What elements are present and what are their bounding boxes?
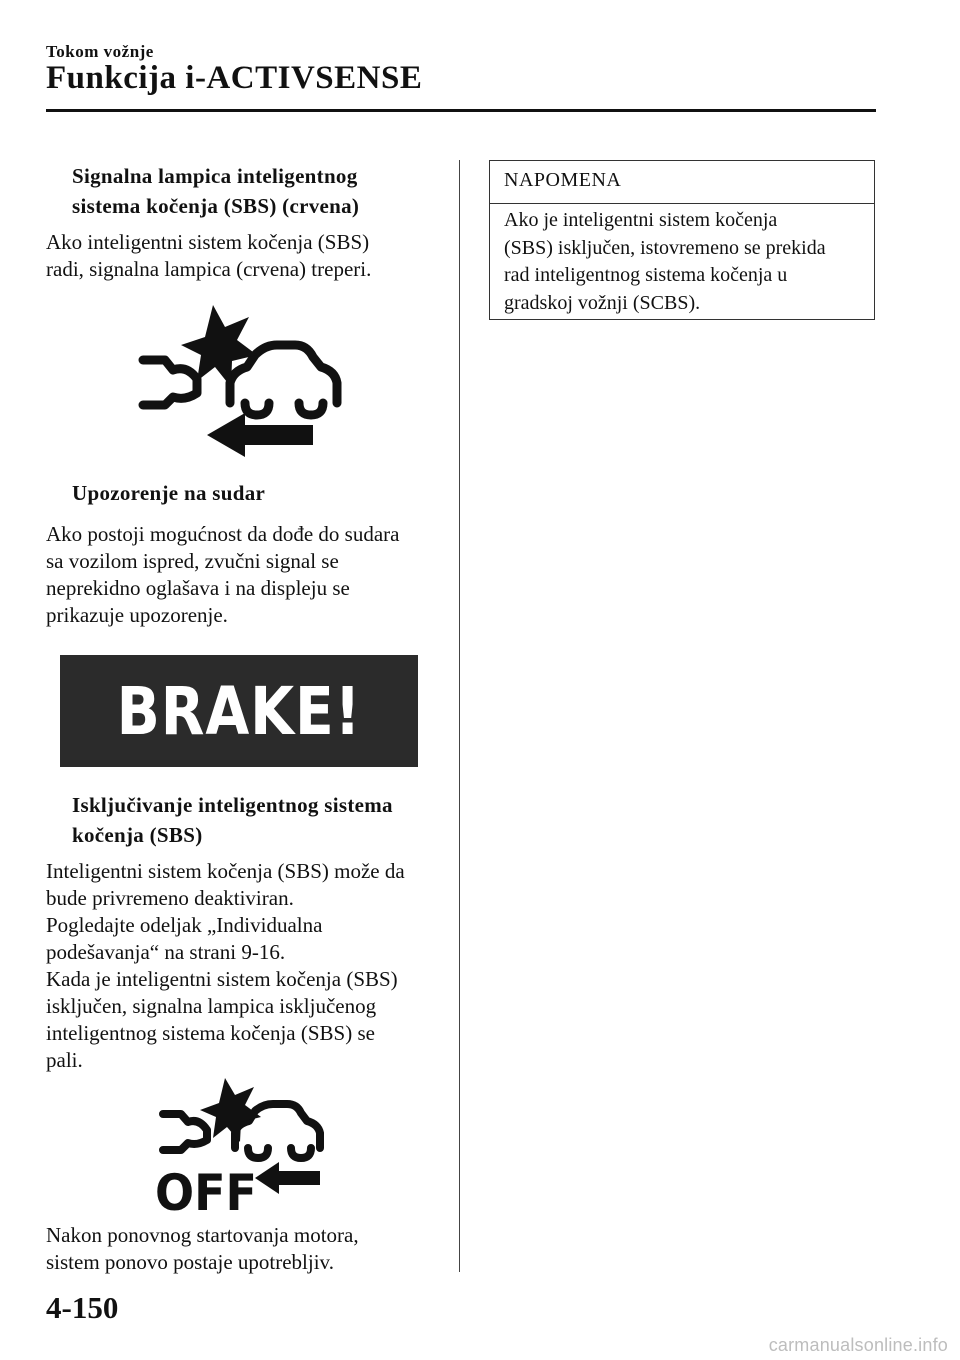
paragraph-sbs-lamp <box>46 229 446 283</box>
note-line: rad inteligentnog sistema kočenja u <box>504 264 788 286</box>
note-divider <box>490 203 874 204</box>
heading-collision: Upozorenje na sudar <box>72 481 266 505</box>
paragraph-line: sistem ponovo postaje upotrebljiv. <box>46 1250 334 1274</box>
paragraph-line: Pogledajte odeljak „Individualna <box>46 913 323 937</box>
heading-sbs-lamp-line: sistema kočenja (SBS) (crvena) <box>72 194 360 218</box>
paragraph-line: sa vozilom ispred, zvučni signal se <box>46 549 339 573</box>
heading-sbs-lamp-line: Signalna lampica inteligentnog <box>72 164 358 188</box>
paragraph-line: pali. <box>46 1048 83 1072</box>
paragraph-line: Inteligentni sistem kočenja (SBS) može da <box>46 859 405 883</box>
sbs-warning-icon <box>135 305 350 455</box>
paragraph-line: Ako postoji mogućnost da dođe do sudara <box>46 522 400 546</box>
header-rule <box>46 109 876 112</box>
brake-warning-display <box>60 655 418 767</box>
page-number: 4-150 <box>46 1290 119 1325</box>
chapter-label: Tokom vožnje <box>46 42 154 61</box>
note-line: Ako je inteligentni sistem kočenja <box>504 209 778 231</box>
paragraph-disable-sbs <box>46 858 446 1074</box>
paragraph-restart <box>46 1222 446 1276</box>
paragraph-line: podešavanja“ na strani 9-16. <box>46 940 286 964</box>
brake-warning-text: BRAKE! <box>116 672 362 750</box>
paragraph-line: Kada je inteligentni sistem kočenja (SBS) <box>46 967 398 991</box>
heading-disable-sbs-line: Isključivanje inteligentnog sistema <box>72 793 393 817</box>
paragraph-line: isključen, signalna lampica isključenog <box>46 994 377 1018</box>
paragraph-line: Ako inteligentni sistem kočenja (SBS) <box>46 230 370 254</box>
paragraph-line: bude privremeno deaktiviran. <box>46 886 294 910</box>
note-box <box>489 160 875 320</box>
watermark: carmanualsonline.info <box>768 1335 948 1355</box>
paragraph-line: neprekidno oglašava i na displeju se <box>46 576 350 600</box>
sbs-off-icon <box>155 1078 325 1223</box>
heading-sbs-lamp <box>72 161 359 221</box>
paragraph-line: Nakon ponovnog startovanja motora, <box>46 1223 359 1247</box>
note-body <box>504 207 826 317</box>
off-label: OFF <box>155 1164 257 1223</box>
note-line: (SBS) isključen, istovremeno se prekida <box>504 236 826 259</box>
paragraph-line: radi, signalna lampica (crvena) treperi. <box>46 257 372 281</box>
heading-disable-sbs-line: kočenja (SBS) <box>72 823 203 847</box>
heading-disable-sbs <box>72 790 393 850</box>
column-divider <box>459 160 460 1272</box>
paragraph-line: prikazuje upozorenje. <box>46 603 228 627</box>
note-line: gradskoj vožnji (SCBS). <box>504 291 701 314</box>
note-title: NAPOMENA <box>504 169 622 191</box>
section-title: Funkcija i-ACTIVSENSE <box>46 60 423 96</box>
paragraph-collision <box>46 521 446 629</box>
paragraph-line: inteligentnog sistema kočenja (SBS) se <box>46 1021 375 1045</box>
